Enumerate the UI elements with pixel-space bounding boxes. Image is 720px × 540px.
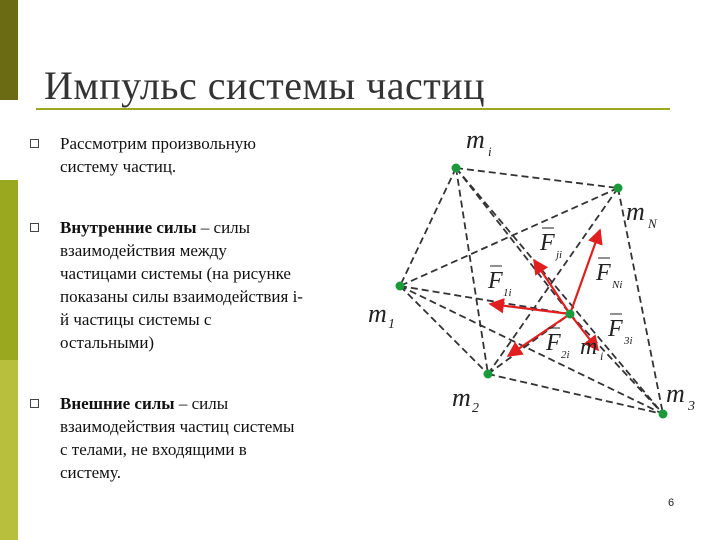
label-m2-sub: 2 — [472, 401, 479, 416]
bullet-line: показаны силы взаимодействия i- — [60, 287, 303, 306]
bullet-line: й частицы системы с — [60, 310, 212, 329]
force-label-FNi — [595, 258, 622, 291]
bullet-text — [60, 216, 350, 354]
bullet-text — [60, 392, 350, 484]
edge-lines — [400, 168, 663, 414]
label-mN: m — [626, 197, 645, 226]
label-m3: m — [666, 379, 685, 408]
bullet-line: с телами, не входящими в — [60, 440, 247, 459]
svg-text:F: F — [546, 330, 561, 356]
bullet-bold-term: Внутренние силы — [60, 218, 197, 237]
label-mi-center: m — [580, 334, 598, 360]
svg-text:ji: ji — [556, 249, 563, 261]
accent-segment-white — [0, 100, 18, 180]
accent-segment-olive — [0, 180, 18, 360]
particle-system-diagram — [358, 118, 708, 430]
svg-text:2i: 2i — [561, 349, 570, 361]
svg-text:3i: 3i — [624, 335, 633, 347]
label-mN-sub: N — [648, 216, 657, 231]
label-mi-sub: i — [488, 144, 492, 159]
label-m1: m — [368, 299, 387, 328]
left-accent-bar — [0, 0, 18, 540]
label-m2: m — [452, 383, 471, 412]
bullet-text — [60, 132, 350, 178]
svg-text:F: F — [488, 268, 503, 294]
bullet-line: Внутренние силы – силы — [60, 218, 251, 237]
force-label-F3i — [607, 314, 633, 347]
title-underline — [36, 108, 670, 110]
svg-text:F: F — [540, 230, 555, 256]
accent-segment-dark — [0, 0, 18, 100]
force-label-Fji — [539, 228, 562, 261]
square-bullet-icon — [30, 139, 39, 148]
label-mi: m — [466, 125, 485, 154]
accent-segment-light — [0, 360, 18, 540]
force-label-F2i — [545, 328, 570, 361]
slide-title: Импульс системы частиц — [44, 63, 486, 108]
svg-text:F: F — [608, 316, 623, 342]
page-number: 6 — [668, 497, 675, 509]
force-label-F1i — [487, 266, 512, 299]
bullet-line: систему. — [60, 463, 121, 482]
diagram-svg — [358, 118, 708, 430]
svg-text:Ni: Ni — [612, 279, 623, 291]
svg-text:1i: 1i — [503, 287, 512, 299]
bullet-line: взаимодействия частиц системы — [60, 417, 295, 436]
bullet-bold-term: Внешние силы — [60, 394, 175, 413]
bullet-line: Внешние силы – силы — [60, 394, 229, 413]
label-mi-center-sub: i — [600, 349, 604, 363]
bullet-line: остальными) — [60, 333, 155, 352]
square-bullet-icon — [30, 223, 39, 232]
bullet-line: Рассмотрим произвольную — [60, 134, 256, 153]
label-m1-sub: 1 — [388, 317, 395, 332]
bullet-line: частицами системы (на рисунке — [60, 264, 291, 283]
bullet-line: взаимодействия между — [60, 241, 227, 260]
bullet-line: систему частиц. — [60, 157, 177, 176]
svg-text:F: F — [596, 260, 611, 286]
square-bullet-icon — [30, 399, 39, 408]
label-m3-sub: 3 — [688, 399, 695, 414]
